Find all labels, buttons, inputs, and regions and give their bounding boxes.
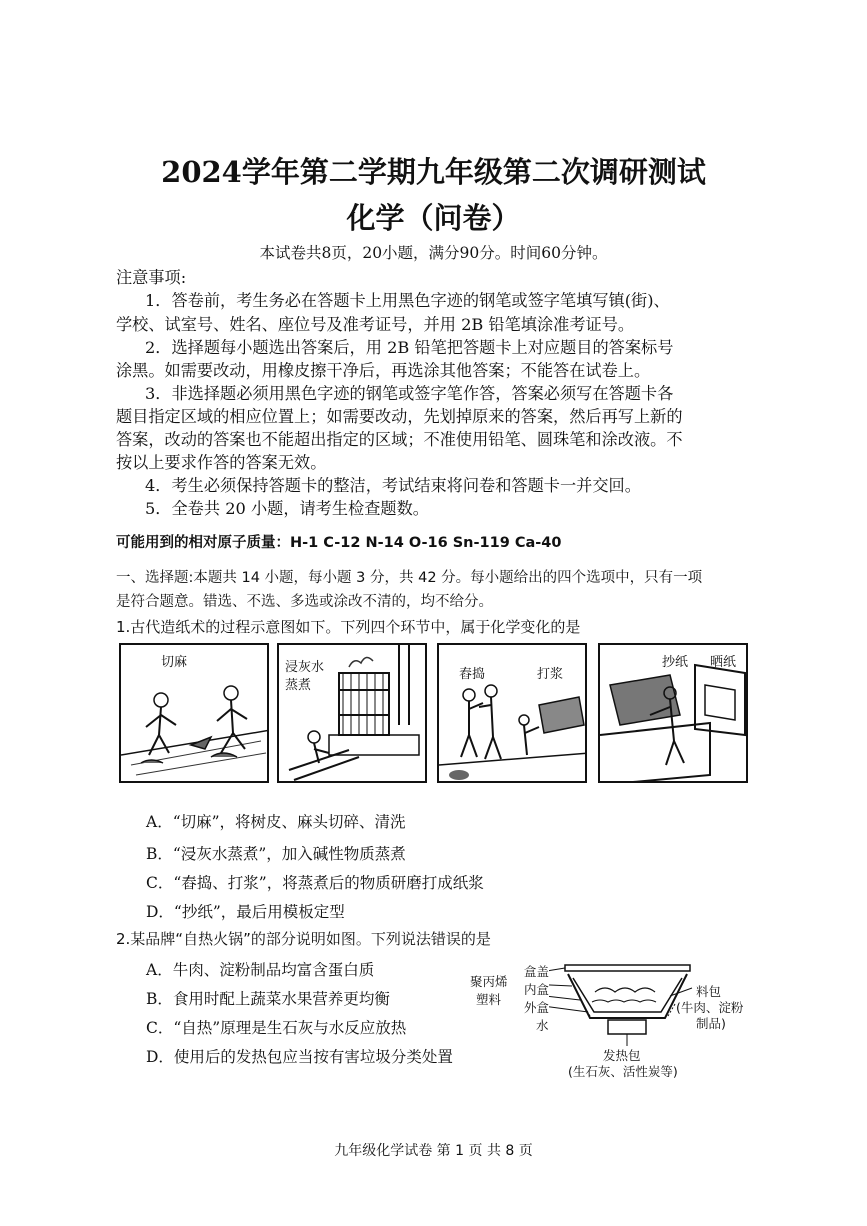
diagram-label-heater: 发热包 (603, 1048, 641, 1063)
panel-label: 舂捣 (459, 667, 486, 682)
question-1-option-a: A．“切麻”，将树皮、麻头切碎、清洗 (146, 813, 406, 831)
notice-line: 学校、试室号、姓名、座位号及准考证号，并用 2B 铅笔填涂准考证号。 (116, 315, 635, 334)
papermaking-panel-form (598, 643, 748, 783)
diagram-label-food-pack: 料包 (696, 984, 722, 999)
diagram-label-lid: 盒盖 (524, 964, 550, 979)
diagram-label-water: 水 (536, 1018, 549, 1033)
page-title: 2024学年第二学期九年级第二次调研测试 (161, 155, 706, 189)
diagram-label-heater-contents: (生石灰、活性炭等) (568, 1064, 678, 1079)
panel-label: 浸灰水蒸煮 (285, 660, 325, 693)
diagram-label-outer-box: 外盒 (524, 1000, 550, 1015)
section-instructions: 是符合题意。错选、不选、多选或涂改不清的，均不给分。 (116, 594, 493, 610)
question-2-option-a: A．牛肉、淀粉制品均富含蛋白质 (146, 961, 375, 979)
papermaking-panel-steam (277, 643, 427, 783)
diagram-label-plastic: 塑料 (476, 992, 502, 1007)
panel-label: 打浆 (537, 667, 564, 682)
notice-line: 3．非选择题必须用黑色字迹的钢笔或签字笔作答，答案必须写在答题卡各 (145, 384, 674, 403)
question-2-stem: 2.某品牌“自热火锅”的部分说明如图。下列说法错误的是 (116, 930, 491, 948)
question-1-option-d: D．“抄纸”，最后用模板定型 (146, 903, 345, 921)
notice-line: 1．答卷前，考生务必在答题卡上用黑色字迹的钢笔或签字笔填写镇(街)、 (145, 291, 670, 310)
notice-heading: 注意事项: (116, 268, 187, 287)
self-heating-hotpot-diagram (470, 960, 760, 1085)
atomic-masses: 可能用到的相对原子质量：H-1 C-12 N-14 O-16 Sn-119 Ca-40 (116, 535, 562, 551)
question-1-option-c: C．“舂捣、打浆”，将蒸煮后的物质研磨打成纸浆 (146, 874, 484, 892)
papermaking-panel-cut-hemp (119, 643, 269, 783)
exam-info: 本试卷共8页，20小题，满分90分。时间60分钟。 (259, 244, 608, 262)
notice-line: 按以上要求作答的答案无效。 (116, 453, 327, 472)
panel-label: 抄纸 (662, 655, 689, 670)
papermaking-panel-pound (437, 643, 587, 783)
papermaking-illustration (121, 645, 269, 783)
notice-line: 题目指定区域的相应位置上；如需要改动，先划掉原来的答案，然后再写上新的 (116, 407, 683, 426)
notice-line: 答案，改动的答案也不能超出指定的区域；不准使用铅笔、圆珠笔和涂改液。不 (116, 430, 683, 449)
section-instructions: 一、选择题:本题共 14 小题，每小题 3 分，共 42 分。每小题给出的四个选项中，只有一项 (116, 570, 703, 586)
diagram-label-food-contents: 制品) (696, 1016, 726, 1031)
question-2-option-d: D．使用后的发热包应当按有害垃圾分类处置 (146, 1048, 453, 1066)
notice-line: 2．选择题每小题选出答案后，用 2B 铅笔把答题卡上对应题目的答案标号 (145, 338, 674, 357)
notice-line: 4．考生必须保持答题卡的整洁，考试结束将问卷和答题卡一并交回。 (145, 476, 641, 495)
diagram-label-polypropylene: 聚丙烯 (470, 974, 508, 989)
notice-line: 涂黑。如需要改动，用橡皮擦干净后，再选涂其他答案；不能答在试卷上。 (116, 361, 651, 380)
question-1-stem: 1.古代造纸术的过程示意图如下。下列四个环节中，属于化学变化的是 (116, 618, 581, 636)
question-1-option-b: B．“浸灰水蒸煮”，加入碱性物质蒸煮 (146, 845, 406, 863)
page-footer: 九年级化学试卷 第 1 页 共 8 页 (334, 1143, 533, 1159)
panel-label: 切麻 (161, 655, 188, 670)
question-2-option-c: C．“自热”原理是生石灰与水反应放热 (146, 1019, 407, 1037)
question-2-option-b: B．食用时配上蔬菜水果营养更均衡 (146, 990, 390, 1008)
panel-label: 晒纸 (710, 655, 737, 670)
page-subtitle: 化学（问卷） (346, 201, 521, 235)
diagram-label-food-contents: (牛肉、淀粉 (676, 1000, 744, 1015)
diagram-label-inner-box: 内盒 (524, 982, 550, 997)
notice-line: 5．全卷共 20 小题，请考生检查题数。 (145, 499, 429, 518)
